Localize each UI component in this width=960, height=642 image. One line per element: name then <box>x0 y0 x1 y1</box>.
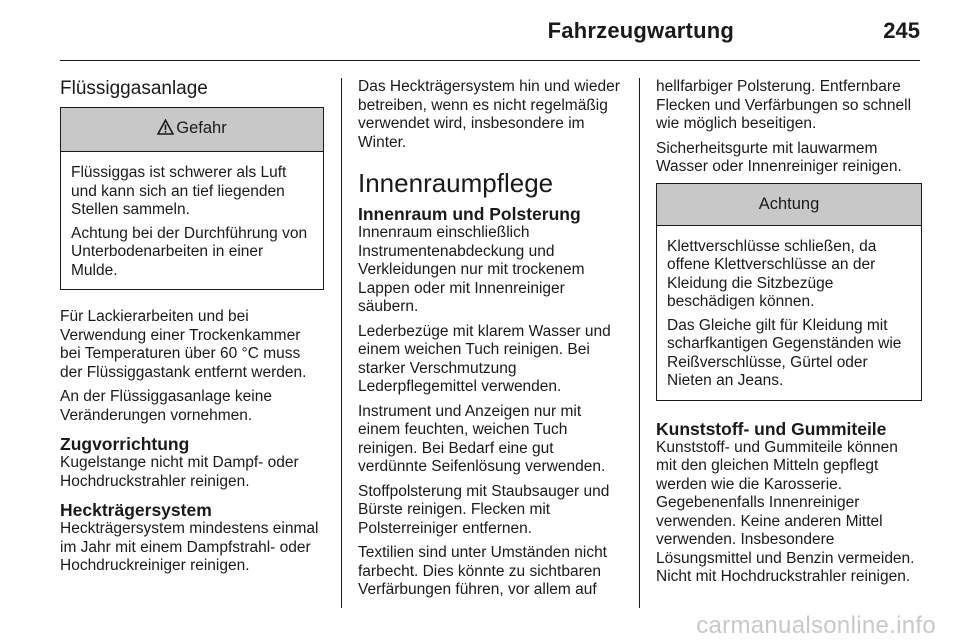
column-1 <box>60 78 324 582</box>
column-2 <box>358 78 622 606</box>
heading-interior-upholstery: Innenraum und Polsterung <box>358 204 581 224</box>
danger-text: Flüssiggas ist schwerer als Luft und kann sich an tief liegenden Stellen sammeln. <box>71 164 287 218</box>
paragraph: hellfarbiger Polsterung. Entfernbare Flecken und Verfärbungen so schnell wie möglich beseitigen. <box>656 78 912 132</box>
danger-box-body <box>61 151 323 289</box>
caution-box <box>656 183 922 401</box>
paragraph: Stoffpolsterung mit Staubsauger und Bürste reinigen. Flecken mit Polsterreiniger entfernen. <box>358 482 610 537</box>
paragraph: Innenraum einschließlich Instrumentenabdeckung und Verkleidungen nur mit trockenem Lappen oder mit Innenreiniger säubern. <box>358 224 585 315</box>
caution-text: Das Gleiche gilt für Kleidung mit scharfkantigen Gegenständen wie Reißverschlüsse, Gürtel oder Nieten an Jeans. <box>667 316 902 389</box>
danger-box-header <box>61 108 323 151</box>
paragraph: Instrument und Anzeigen nur mit einem feuchten, weichen Tuch reinigen. Bei Bedarf eine gut verdünnte Seifenlösung verwenden. <box>358 402 606 475</box>
paragraph: Kunststoff- und Gummiteile können mit den gleichen Mitteln gepflegt werden wie die Karosserie. Gegebenenfalls Innenreiniger verwenden. Keine anderen Mittel verwenden. Insbesondere Lösungsmittel und Benzin vermeiden. Nicht mit Hochdruckstrahler reinigen. <box>656 438 915 585</box>
section-title-lpg: Flüssiggasanlage <box>60 78 208 99</box>
page-number: 245 <box>883 18 920 43</box>
column-3 <box>656 78 922 593</box>
paragraph: Für Lackierarbeiten und bei Verwendung einer Trockenkammer bei Temperaturen über 60 °C muss der Flüssiggastank entfernt werden. <box>60 308 307 381</box>
page-header-title: Fahrzeugwartung <box>547 18 734 43</box>
column-divider <box>639 78 640 608</box>
paragraph: Kugelstange nicht mit Dampf- oder Hochdruckstrahler reinigen. <box>60 454 299 490</box>
paragraph: Heckträgersystem mindestens einmal im Jahr mit einem Dampfstrahl- oder Hochdruckreiniger reinigen. <box>60 520 319 574</box>
paragraph: Textilien sind unter Umständen nicht farbecht. Dies könnte zu sichtbaren Verfärbungen führen, vor allem auf <box>358 544 607 598</box>
danger-box <box>60 107 324 290</box>
paragraph: Das Heckträgersystem hin und wieder betreiben, wenn es nicht regelmäßig verwendet wird, insbesondere im Winter. <box>358 78 620 151</box>
heading-rear-carrier: Heckträgersystem <box>60 500 212 520</box>
heading-plastic-rubber: Kunststoff- und Gummiteile <box>656 418 887 439</box>
warning-triangle-icon <box>157 119 174 140</box>
caution-box-header: Achtung <box>657 184 921 225</box>
paragraph: Sicherheitsgurte mit lauwarmem Wasser oder Innenreiniger reinigen. <box>656 139 902 175</box>
watermark: carmanualsonline.info <box>696 612 936 639</box>
caution-box-body <box>657 225 921 400</box>
danger-box-label: Gefahr <box>176 119 227 137</box>
caution-text: Klettverschlüsse schließen, da offene Klettverschlüsse an der Kleidung die Sitzbezüge beschädigen können. <box>667 237 877 310</box>
column-divider <box>341 78 342 608</box>
danger-text: Achtung bei der Durchführung von Unterbodenarbeiten in einer Mulde. <box>71 224 308 279</box>
heading-interior-care: Innenraumpflege <box>358 168 554 198</box>
paragraph: An der Flüssiggasanlage keine Veränderungen vornehmen. <box>60 388 272 424</box>
paragraph: Lederbezüge mit klarem Wasser und einem weichen Tuch reinigen. Bei starker Verschmutzung Lederpflegemittel verwenden. <box>358 322 611 395</box>
header-divider <box>60 60 920 61</box>
heading-towing: Zugvorrichtung <box>60 434 190 454</box>
